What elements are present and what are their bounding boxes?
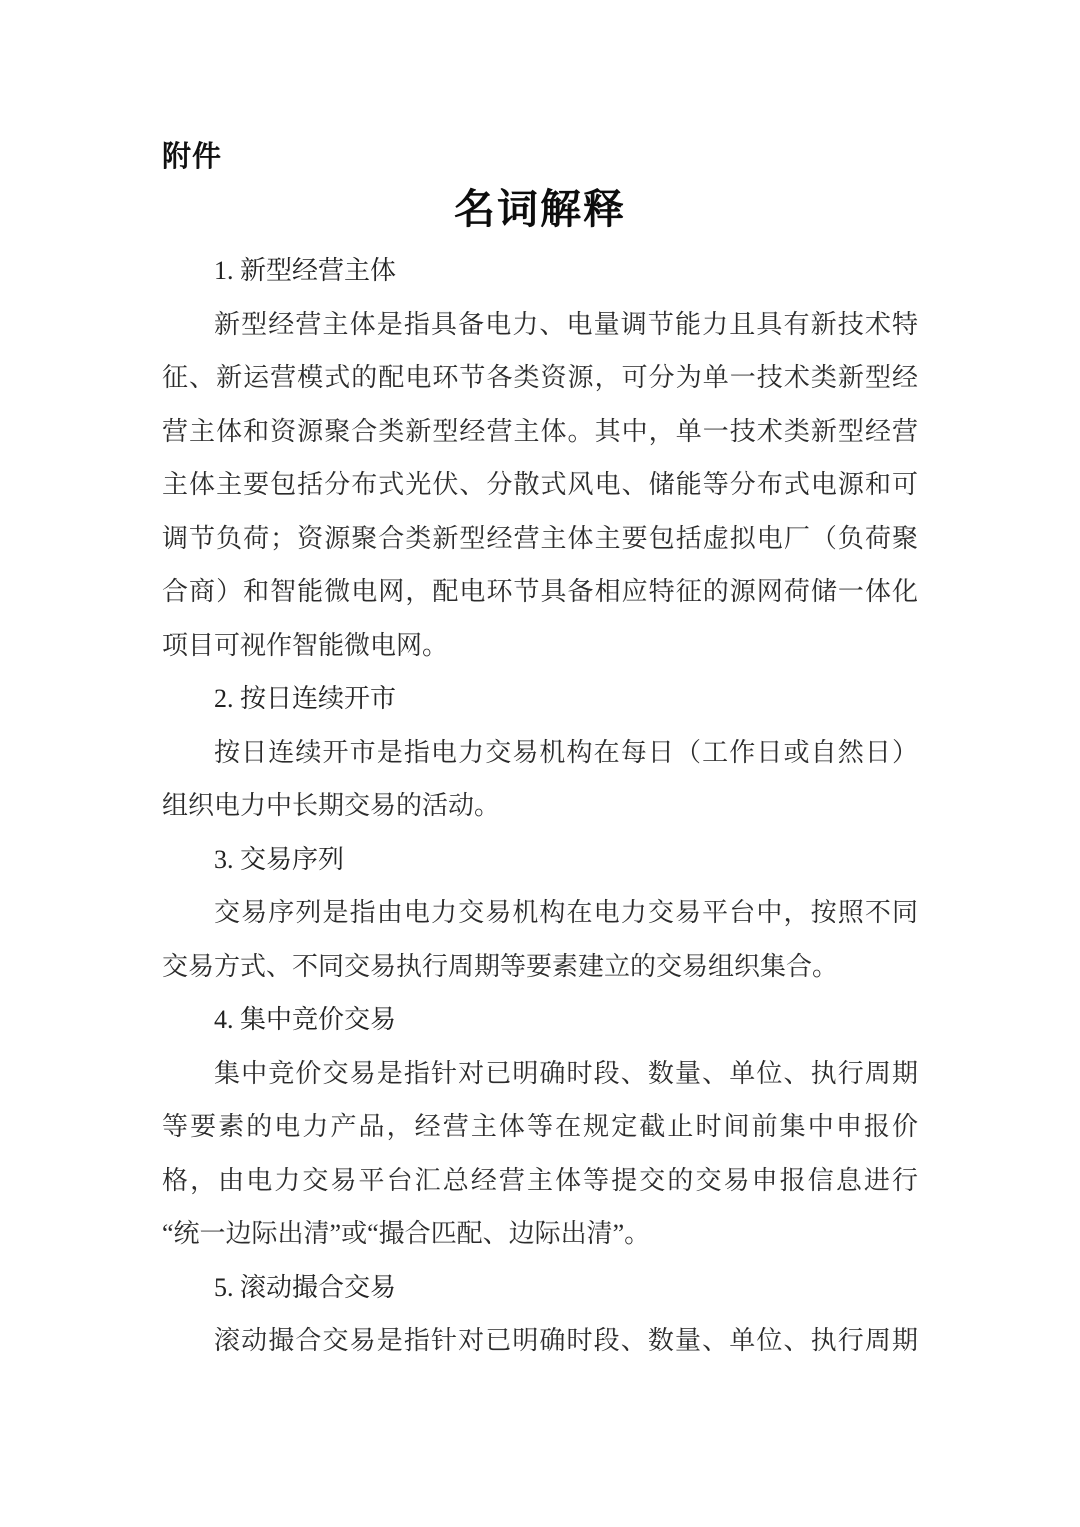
section-1-line-1: 新型经营主体是指具备电力、电量调节能力且具有新技术特 (214, 309, 918, 339)
section-4-line-4: “统一边际出清”或“撮合匹配、边际出清”。 (162, 1219, 651, 1248)
section-3-line-2: 交易方式、不同交易执行周期等要素建立的交易组织集合。 (162, 951, 839, 981)
section-1-heading: 1. 新型经营主体 (214, 256, 397, 285)
section-4-line-2: 等要素的电力产品，经营主体等在规定截止时间前集中申报价 (162, 1112, 918, 1141)
section-4-line-3: 格，由电力交易平台汇总经营主体等提交的交易申报信息进行 (162, 1165, 918, 1195)
section-1-line-5: 调节负荷；资源聚合类新型经营主体主要包括虚拟电厂（负荷聚 (162, 523, 918, 553)
section-1-line-7: 项目可视作智能微电网。 (162, 630, 449, 660)
section-1-line-3: 营主体和资源聚合类新型经营主体。其中，单一技术类新型经营 (162, 416, 918, 446)
document-body (162, 244, 918, 1368)
section-2-line-2: 组织电力中长期交易的活动。 (162, 791, 501, 820)
section-4-line-1: 集中竞价交易是指针对已明确时段、数量、单位、执行周期 (214, 1058, 918, 1088)
section-1-line-6: 合商）和智能微电网，配电环节具备相应特征的源网荷储一体化 (162, 577, 918, 606)
document-title: 名词解释 (454, 186, 626, 232)
section-1-line-4: 主体主要包括分布式光伏、分散式风电、储能等分布式电源和可 (162, 470, 918, 499)
section-1-line-2: 征、新运营模式的配电环节各类资源，可分为单一技术类新型经 (162, 363, 918, 392)
attachment-label: 附件 (162, 141, 223, 173)
section-4-heading: 4. 集中竞价交易 (214, 1005, 397, 1034)
section-2-heading: 2. 按日连续开市 (214, 684, 397, 713)
section-3-line-1: 交易序列是指由电力交易机构在电力交易平台中，按照不同 (214, 898, 918, 927)
section-5-line-1: 滚动撮合交易是指针对已明确时段、数量、单位、执行周期 (214, 1326, 918, 1355)
section-3-heading: 3. 交易序列 (214, 844, 345, 874)
section-5-heading: 5. 滚动撮合交易 (214, 1272, 397, 1302)
section-2-line-1: 按日连续开市是指电力交易机构在每日（工作日或自然日） (214, 737, 918, 767)
